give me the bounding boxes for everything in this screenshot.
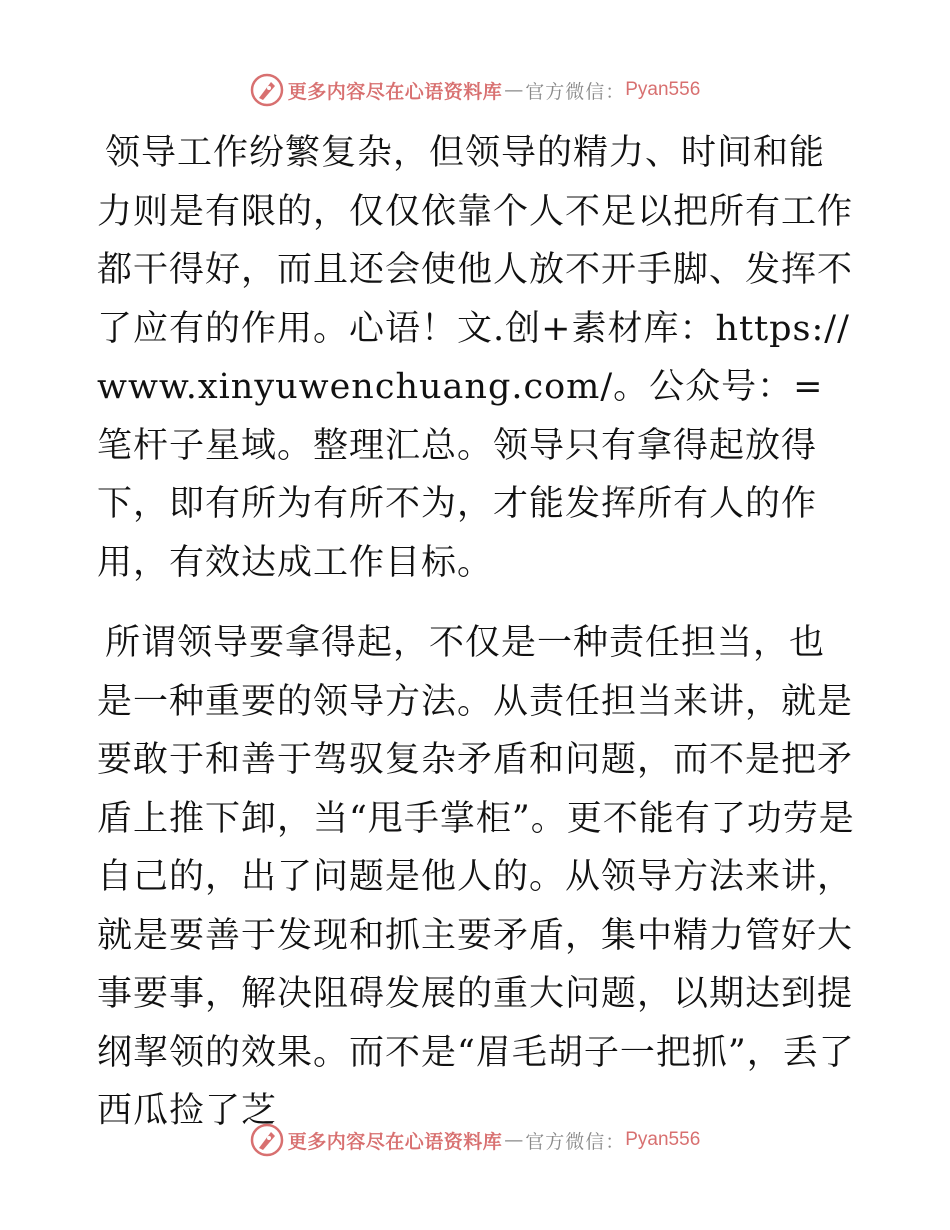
footer-banner [0,1120,950,1160]
document-body [97,124,857,1163]
banner-wechat-label: 官方微信： [525,1130,626,1153]
banner-wechat-id: Pyan556 [625,79,701,100]
header-banner [0,70,950,110]
paragraph: 所谓领导要拿得起，不仅是一种责任担当，也是一种重要的领导方法。从责任担当来讲，就是要敢于和善于驾驭复杂矛盾和问题，而不是把矛盾上推下卸，当“甩手掌柜”。更不能有了功劳是自己的，出了问题是他人的。从领导方法来讲，就是要善于发现和抓主要矛盾，集中精力管好大事要事，解决阻碍发展的重大问题，以期达到提纲挈领的效果。而不是“眉毛胡子一把抓”，丢了西瓜捡了芝 [97,623,855,1131]
pen-nib-icon [250,1123,284,1157]
banner-title: 更多内容尽在心语资料库 [287,1130,503,1153]
banner-dash: — [504,1129,524,1151]
banner-dash: — [504,79,524,101]
banner-wechat-id: Pyan556 [625,1129,701,1150]
paragraph: 领导工作纷繁复杂，但领导的精力、时间和能力则是有限的，仅仅依靠个人不足以把所有工作都干得好，而且还会使他人放不开手脚、发挥不了应有的作用。心语！文.创+素材库：https://www.xinyuwenchuang.com/。公众号：=笔杆子星域。整理汇总。领导只有拿得起放得下，即有所为有所不为，才能发挥所有人的作用，有效达成工作目标。 [97,133,854,583]
pen-nib-icon [250,73,284,107]
banner-wechat-label: 官方微信： [525,80,626,103]
banner-title: 更多内容尽在心语资料库 [287,80,503,103]
